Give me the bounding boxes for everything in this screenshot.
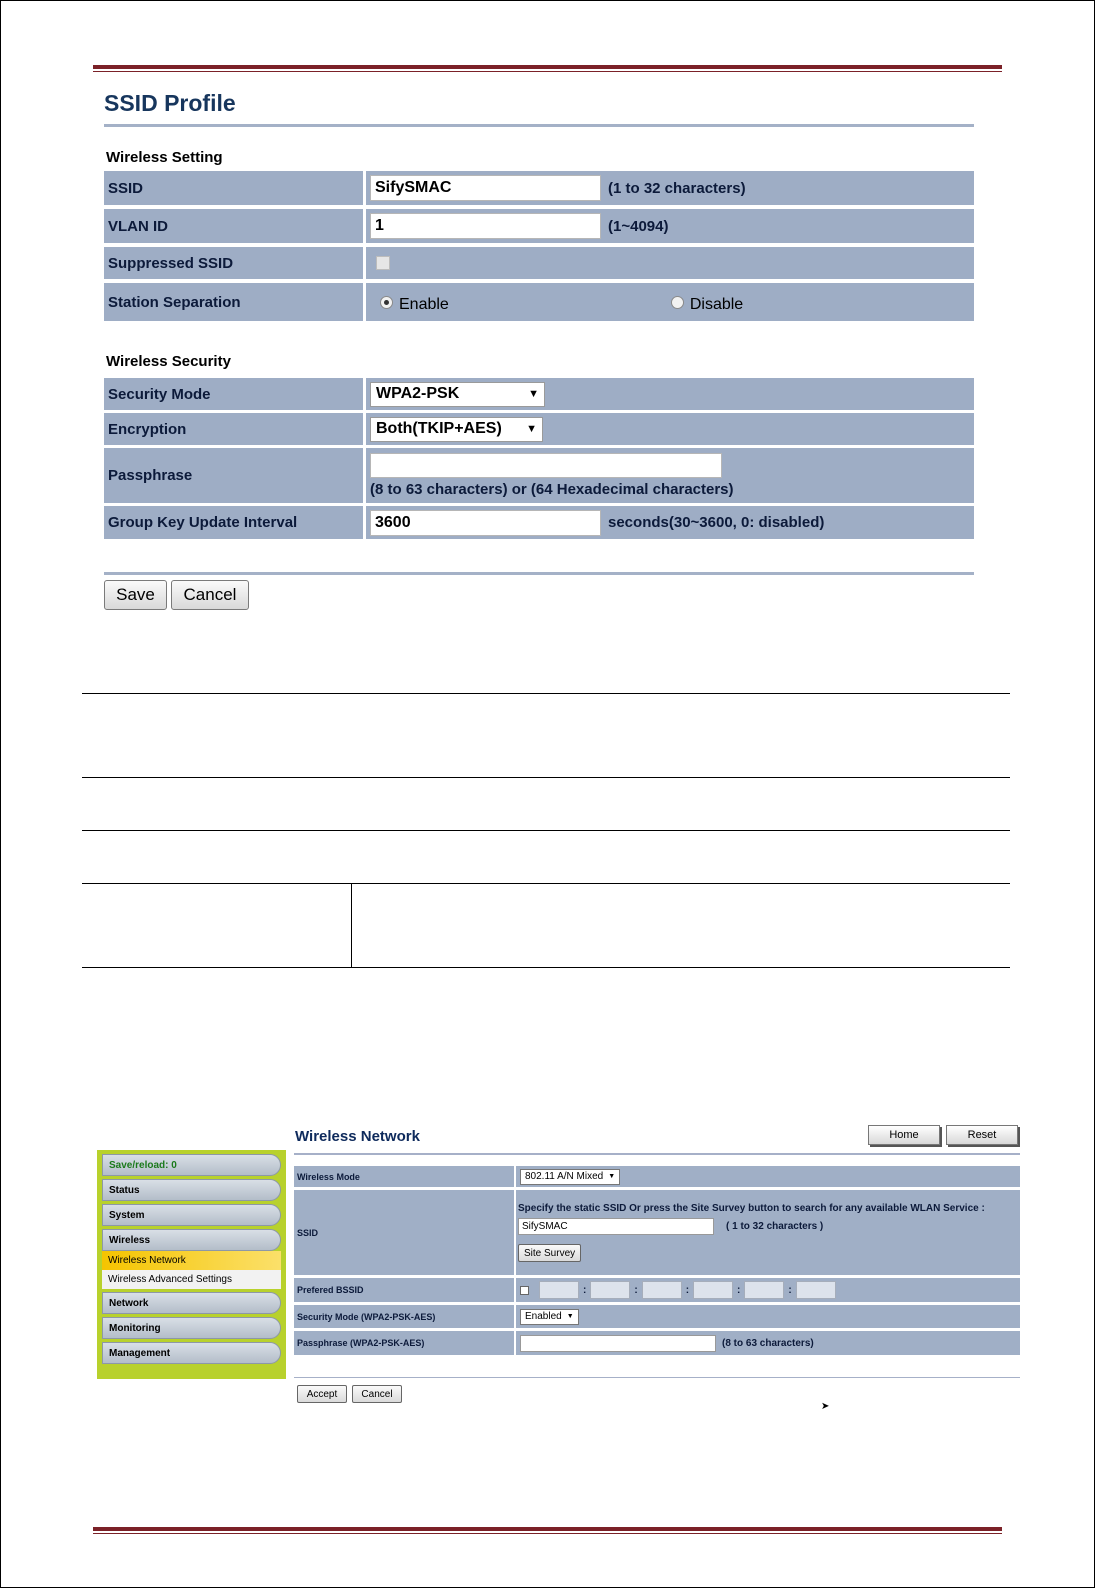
sidebar-subitem-wireless-network[interactable]: Wireless Network — [102, 1251, 281, 1270]
ssid-label: SSID — [104, 171, 363, 205]
vlan-id-hint: (1~4094) — [608, 217, 669, 235]
sidebar-item-network[interactable]: Network — [102, 1292, 281, 1314]
encryption-value: Both(TKIP+AES) — [376, 420, 502, 437]
sidebar-item-save-reload[interactable]: Save/reload: 0 — [102, 1154, 281, 1176]
table-rule — [82, 883, 1010, 884]
suppressed-ssid-label: Suppressed SSID — [104, 247, 363, 279]
footer-bar — [93, 1527, 1002, 1534]
suppressed-ssid-checkbox[interactable] — [376, 256, 390, 270]
table-column-divider — [351, 883, 352, 967]
wn-ssid-input[interactable]: SifySMAC — [518, 1218, 714, 1235]
wn-passphrase-hint: (8 to 63 characters) — [722, 1337, 814, 1349]
table-rule — [82, 693, 1010, 694]
station-separation-row — [104, 283, 974, 321]
wn-ssid-row — [294, 1190, 1020, 1275]
cancel-button[interactable]: Cancel — [171, 580, 249, 610]
chevron-down-icon: ▼ — [526, 423, 537, 435]
security-mode-select[interactable] — [370, 382, 545, 407]
bssid-octet-input[interactable] — [693, 1281, 733, 1299]
chevron-down-icon: ▼ — [528, 388, 539, 400]
enable-radio[interactable] — [380, 296, 393, 309]
accept-button[interactable]: Accept — [297, 1385, 347, 1403]
site-survey-button[interactable]: Site Survey — [518, 1244, 581, 1262]
wn-title-rule — [294, 1153, 1020, 1155]
ssid-instruction: Specify the static SSID Or press the Site Survey button to search for any available WLAN Service : — [518, 1203, 985, 1214]
wn-ssid-hint: ( 1 to 32 characters ) — [726, 1221, 824, 1232]
wireless-network-title: Wireless Network — [295, 1128, 420, 1145]
footer-rule — [104, 572, 974, 575]
security-mode-row — [104, 378, 974, 410]
home-button[interactable]: Home — [868, 1125, 940, 1145]
table-rule — [82, 967, 1010, 968]
wn-cancel-button[interactable]: Cancel — [352, 1385, 402, 1403]
mouse-cursor-icon: ➤ — [821, 1401, 830, 1412]
passphrase-row — [104, 448, 974, 503]
sidebar-item-management[interactable]: Management — [102, 1342, 281, 1364]
vlan-id-label: VLAN ID — [104, 209, 363, 243]
bssid-octet-input[interactable] — [590, 1281, 630, 1299]
table-rule — [82, 777, 1010, 778]
preferred-bssid-checkbox[interactable] — [520, 1286, 529, 1295]
wn-passphrase-label: Passphrase (WPA2-PSK-AES) — [294, 1331, 514, 1355]
encryption-row — [104, 413, 974, 445]
passphrase-hint: (8 to 63 characters) or (64 Hexadecimal characters) — [370, 481, 734, 498]
wn-security-mode-select[interactable] — [520, 1309, 579, 1325]
table-rule — [82, 830, 1010, 831]
sidebar-item-monitoring[interactable]: Monitoring — [102, 1317, 281, 1339]
vlan-id-input[interactable]: 1 — [370, 213, 601, 239]
sidebar-subitem-wireless-advanced[interactable]: Wireless Advanced Settings — [102, 1270, 281, 1289]
wn-passphrase-row — [294, 1331, 1020, 1355]
ssid-row — [104, 171, 974, 205]
ssid-profile-title: SSID Profile — [104, 90, 236, 116]
wn-ssid-label: SSID — [294, 1190, 514, 1275]
ssid-input[interactable]: SifySMAC — [370, 175, 601, 201]
wireless-setting-heading: Wireless Setting — [106, 149, 223, 166]
bssid-octet-input[interactable] — [539, 1281, 579, 1299]
sidebar — [97, 1150, 286, 1379]
reset-button[interactable]: Reset — [946, 1125, 1018, 1145]
wn-security-mode-value: Enabled — [525, 1311, 562, 1322]
group-key-hint: seconds(30~3600, 0: disabled) — [608, 514, 825, 531]
bssid-octet-input[interactable] — [642, 1281, 682, 1299]
passphrase-input[interactable] — [370, 453, 722, 478]
security-mode-label: Security Mode — [104, 378, 363, 410]
wireless-mode-label: Wireless Mode — [294, 1166, 514, 1187]
save-button[interactable]: Save — [104, 580, 167, 610]
security-mode-value: WPA2-PSK — [376, 385, 460, 402]
wn-footer-rule — [294, 1377, 1020, 1378]
sidebar-item-system[interactable]: System — [102, 1204, 281, 1226]
suppressed-ssid-row — [104, 247, 974, 279]
encryption-label: Encryption — [104, 413, 363, 445]
sidebar-item-wireless[interactable]: Wireless — [102, 1229, 281, 1251]
sidebar-item-status[interactable]: Status — [102, 1179, 281, 1201]
wireless-mode-select[interactable] — [520, 1169, 620, 1185]
chevron-down-icon: ▼ — [566, 1313, 574, 1320]
bssid-octet-input[interactable] — [744, 1281, 784, 1299]
group-key-label: Group Key Update Interval — [104, 506, 363, 539]
passphrase-label: Passphrase — [104, 448, 363, 503]
wn-passphrase-input[interactable] — [520, 1335, 716, 1352]
title-rule — [104, 124, 974, 127]
wn-security-mode-label: Security Mode (WPA2-PSK-AES) — [294, 1305, 514, 1328]
preferred-bssid-row: Prefered BSSID : : : : : — [294, 1278, 1020, 1302]
ssid-hint: (1 to 32 characters) — [608, 179, 746, 197]
disable-radio-label: Disable — [689, 296, 744, 313]
chevron-down-icon: ▼ — [608, 1173, 616, 1180]
wireless-mode-row — [294, 1166, 1020, 1187]
header-rule — [93, 65, 1002, 72]
bssid-octet-input[interactable] — [796, 1281, 836, 1299]
wireless-security-heading: Wireless Security — [106, 353, 231, 370]
station-separation-label: Station Separation — [104, 283, 363, 321]
wn-security-mode-row — [294, 1305, 1020, 1328]
disable-radio[interactable] — [671, 296, 684, 309]
preferred-bssid-label: Prefered BSSID — [294, 1278, 514, 1302]
enable-radio-label: Enable — [399, 296, 449, 313]
vlan-row — [104, 209, 974, 243]
group-key-input[interactable]: 3600 — [370, 510, 601, 536]
encryption-select[interactable] — [370, 417, 543, 442]
group-key-row — [104, 506, 974, 539]
wireless-mode-value: 802.11 A/N Mixed — [525, 1171, 604, 1182]
